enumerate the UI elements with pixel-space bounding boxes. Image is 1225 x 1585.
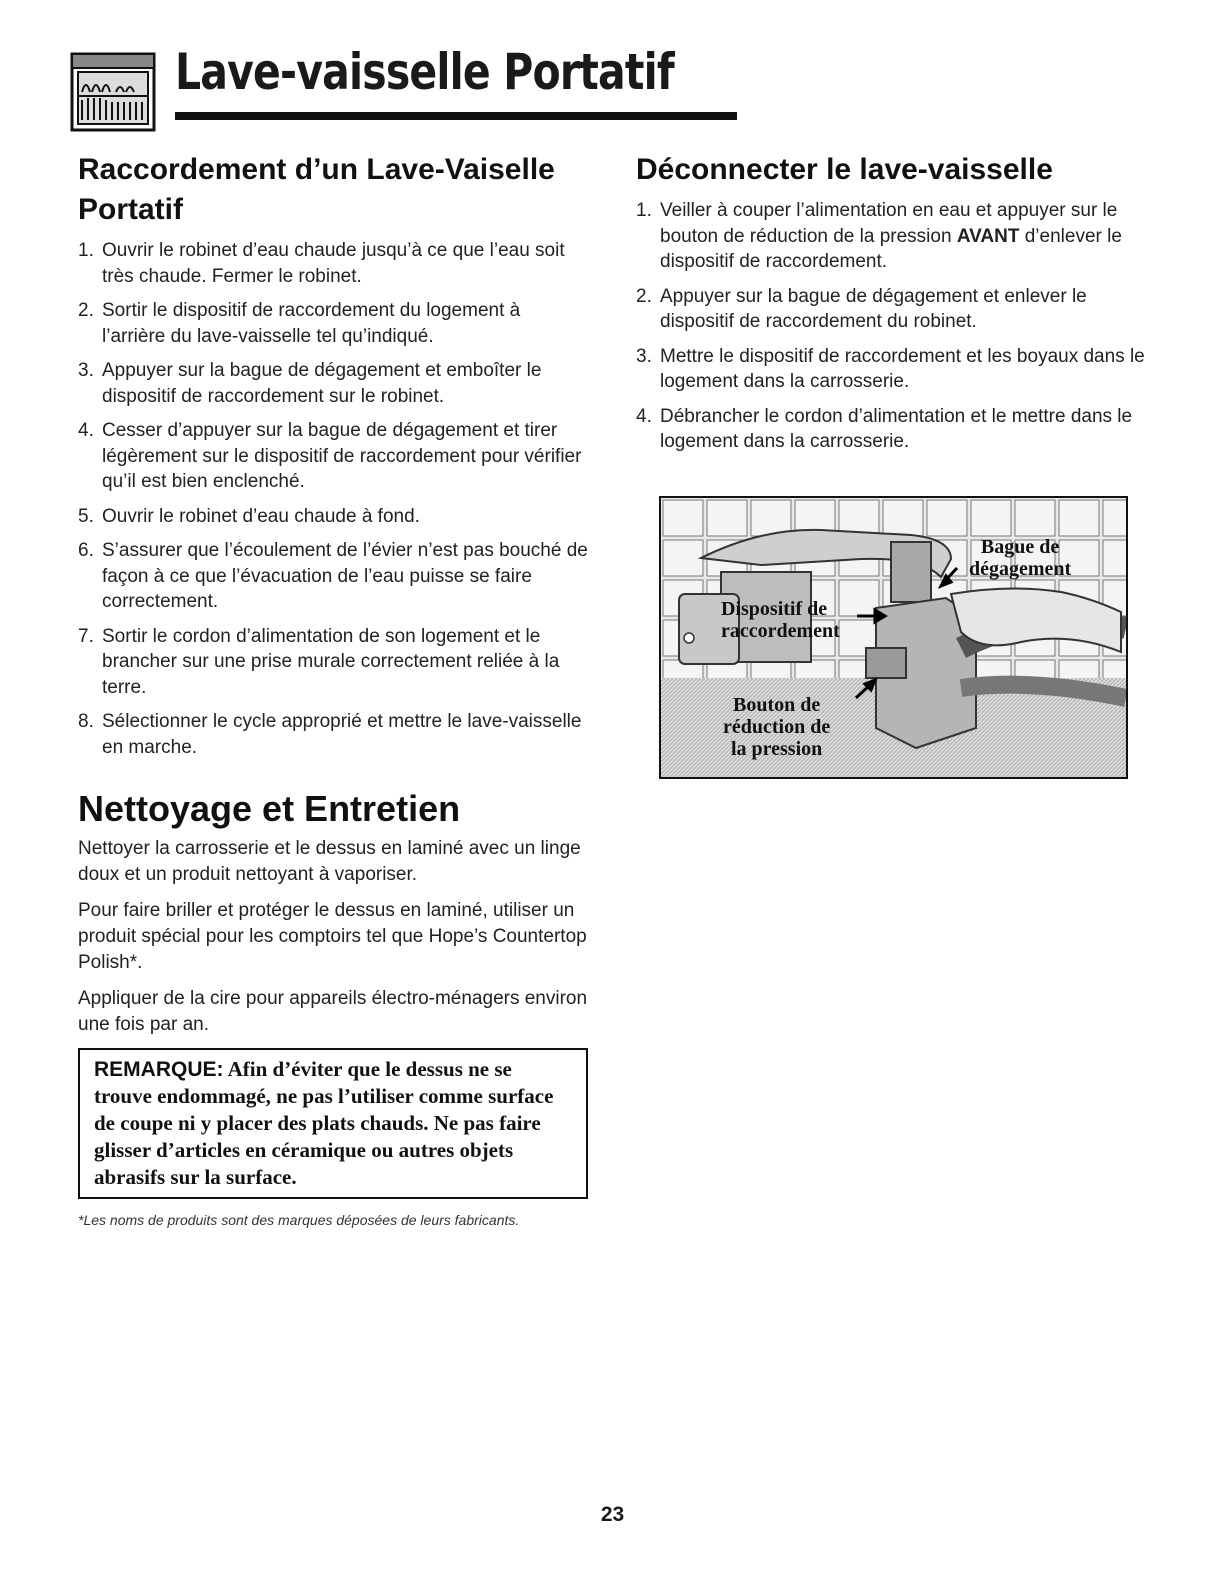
step-text: Ouvrir le robinet d’eau chaude à fond. xyxy=(102,505,420,527)
step-number: 6. xyxy=(78,540,94,561)
right-column xyxy=(636,150,1146,464)
note-box xyxy=(78,1048,588,1199)
connect-heading-line1: Raccordement d’un Lave-Vaiselle xyxy=(78,153,555,186)
step-number: 5. xyxy=(78,505,94,527)
page-header xyxy=(70,38,680,138)
list-item xyxy=(636,344,1146,395)
list-item xyxy=(636,404,1146,455)
list-item xyxy=(78,624,588,701)
list-item xyxy=(78,358,588,409)
step-number: 2. xyxy=(636,285,652,307)
footnote: *Les noms de produits sont des marques déposées de leurs fabricants. xyxy=(78,1212,520,1228)
note-text: Afin d’éviter que le dessus ne se trouve endommagé, ne pas l’utiliser comme surface de coupe ni y placer des plats chauds. Ne pas faire glisser d’articles en céramique ou autres objets abrasifs sur la surface. xyxy=(94,1057,554,1189)
list-item xyxy=(78,418,588,495)
step-text: Appuyer sur la bague de dégagement et emboîter le dispositif de raccordement sur le robinet. xyxy=(102,360,542,407)
step-number: 3. xyxy=(78,360,94,381)
step-text: Sortir le cordon d’alimentation de son logement et le brancher sur une prise murale correctement reliée à la terre. xyxy=(102,625,560,698)
dishwasher-icon xyxy=(70,52,156,132)
care-paragraph: Appliquer de la cire pour appareils électro-ménagers environ une fois par an. xyxy=(78,988,588,1035)
list-item xyxy=(78,238,588,289)
callout-text: Bague de xyxy=(980,536,1060,558)
step-number: 3. xyxy=(636,345,652,367)
list-item xyxy=(78,298,588,349)
step-number: 1. xyxy=(636,200,652,221)
step-number: 8. xyxy=(78,711,94,732)
disconnect-steps xyxy=(636,198,1146,455)
step-number: 4. xyxy=(636,405,652,427)
step-number: 2. xyxy=(78,300,94,321)
care-heading: Nettoyage et Entretien xyxy=(78,788,461,829)
step-text: Appuyer sur la bague de dégagement et enlever le dispositif de raccordement du robinet. xyxy=(660,285,1087,332)
callout-text: Bouton de xyxy=(732,694,821,716)
list-item xyxy=(636,198,1146,275)
step-text: Sélectionner le cycle approprié et mettre le lave-vaisselle en marche. xyxy=(102,711,582,758)
step-number: 1. xyxy=(78,240,94,261)
step-text: Cesser d’appuyer sur la bague de dégagement et tirer légèrement sur le dispositif de raccordement pour vérifier qu’il est bien enclenché. xyxy=(102,420,582,492)
step-text: Débrancher le cordon d’alimentation et le mettre dans le logement dans la carrosserie. xyxy=(660,405,1133,452)
callout-connector-device xyxy=(721,598,840,642)
step-text: Mettre le dispositif de raccordement et les boyaux dans le logement dans la carrosserie. xyxy=(660,345,1145,392)
list-item xyxy=(636,284,1146,335)
list-item xyxy=(78,709,588,760)
disconnect-heading: Déconnecter le lave-vaisselle xyxy=(636,153,1053,186)
list-item xyxy=(78,538,588,615)
step-emphasis: AVANT xyxy=(956,225,1020,247)
callout-text: Dispositif de xyxy=(721,598,828,620)
callout-text: réduction de xyxy=(723,716,831,738)
connect-heading xyxy=(78,150,588,230)
list-item xyxy=(78,504,588,530)
care-body xyxy=(78,836,588,1038)
care-paragraph: Nettoyer la carrosserie et le dessus en laminé avec un linge doux et un produit nettoyant à vaporiser. xyxy=(78,838,581,885)
step-text: Sortir le dispositif de raccordement du logement à l’arrière du lave-vaisselle tel qu’indiqué. xyxy=(102,300,521,347)
step-text: d’enlever le dispositif de raccordement. xyxy=(660,225,1122,272)
faucet-connector-illustration xyxy=(659,496,1128,779)
page-title: Lave-vaisselle Portatif xyxy=(175,43,674,101)
connect-heading-line2: Portatif xyxy=(78,193,183,226)
callout-pressure-button xyxy=(723,694,830,760)
title-underline xyxy=(175,112,737,120)
callout-text: la pression xyxy=(730,738,823,760)
step-text: Veiller à couper l’alimentation en eau et appuyer sur le bouton de réduction de la pression xyxy=(660,200,1118,247)
step-number: 4. xyxy=(78,420,94,441)
note-label: REMARQUE: xyxy=(94,1058,224,1081)
callout-text: raccordement xyxy=(721,620,840,642)
page-number: 23 xyxy=(600,1503,625,1526)
step-number: 7. xyxy=(78,625,94,647)
callout-text: dégagement xyxy=(969,558,1072,580)
left-column xyxy=(78,150,588,1229)
care-paragraph: Pour faire briller et protéger le dessus en laminé, utiliser un produit spécial pour les comptoirs tel que Hope’s Countertop Polish*. xyxy=(78,900,587,973)
callout-release-ring xyxy=(969,536,1071,580)
connect-steps xyxy=(78,238,588,760)
step-text: S’assurer que l’écoulement de l’évier n’est pas bouché de façon à ce que l’évacuation de l’eau puisse se faire correctement. xyxy=(102,540,588,612)
step-text: Ouvrir le robinet d’eau chaude jusqu’à ce que l’eau soit très chaude. Fermer le robinet. xyxy=(102,240,565,287)
